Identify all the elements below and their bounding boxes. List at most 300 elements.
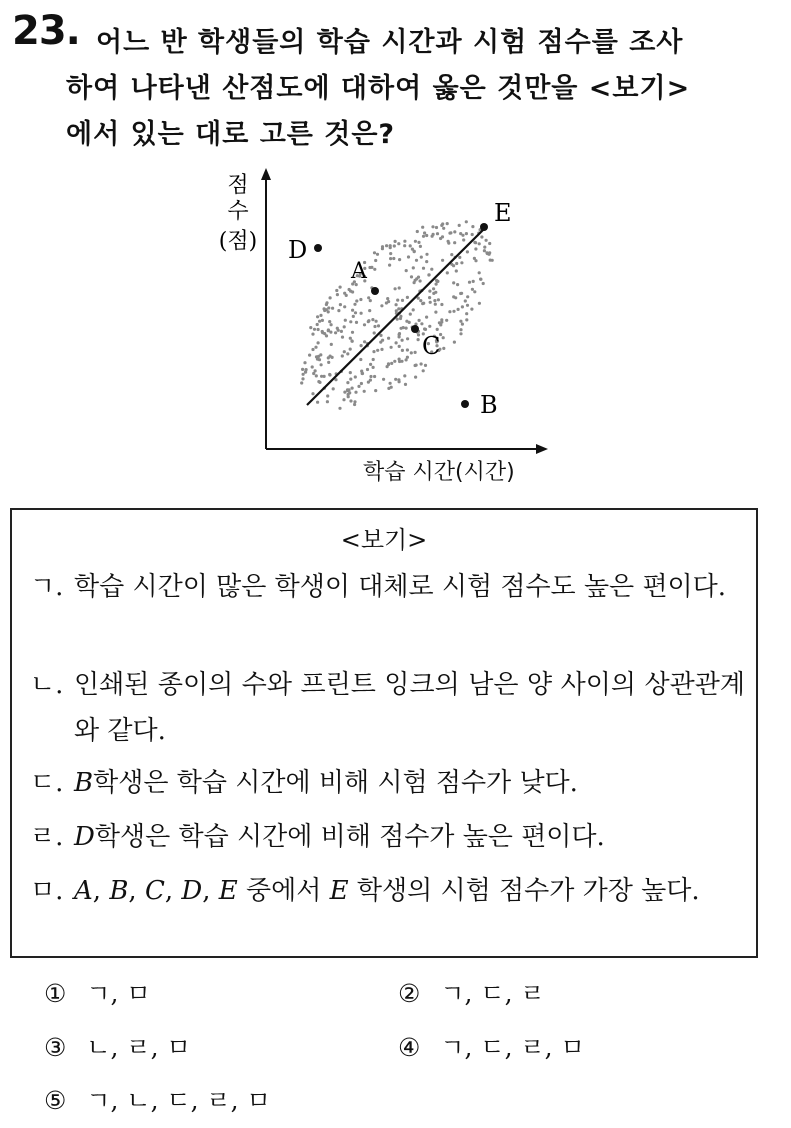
cloud-dot [373,268,376,271]
cloud-dot [409,313,412,316]
cloud-dot [435,283,438,286]
cloud-dot [482,282,485,285]
choice-1[interactable] [44,974,151,1010]
cloud-dot [428,296,431,299]
cloud-dot [386,297,389,300]
cloud-dot [367,296,370,299]
bogi-item-2 [30,662,745,754]
cloud-dot [480,235,483,238]
y-label-line-1: 점 [227,173,249,198]
cloud-dot [355,321,358,324]
cloud-dot [403,244,406,247]
cloud-dot [300,381,303,384]
cloud-dot [331,356,334,359]
bogi-item-var: E [329,876,349,906]
cloud-dot [406,296,409,299]
cloud-dot [381,247,384,250]
x-axis-arrow [536,444,548,454]
cloud-dot [401,339,404,342]
cloud-dot [432,287,435,290]
cloud-dot [374,389,377,392]
cloud-dot [313,328,316,331]
cloud-dot [489,259,492,262]
cloud-dot [359,358,362,361]
cloud-dot [341,354,344,357]
cloud-dot [335,289,338,292]
cloud-dot [389,252,392,255]
cloud-dot [319,314,322,317]
cloud-dot [422,235,425,238]
cloud-dot [360,382,363,385]
cloud-dot [424,364,427,367]
cloud-dot [458,224,461,227]
cloud-dot [459,328,462,331]
cloud-dot [445,319,448,322]
point-c [411,325,419,333]
cloud-dot [406,337,409,340]
cloud-dot [398,258,401,261]
cloud-dot [394,378,397,381]
point-c-label: C [422,332,441,360]
cloud-dot [479,278,482,281]
cloud-dot [431,235,434,238]
cloud-dot [417,241,420,244]
cloud-dot [398,380,401,383]
choice-number: ③ [44,1033,67,1062]
cloud-dot [434,303,437,306]
point-b [461,400,469,408]
cloud-dot [363,390,366,393]
cloud-dot [474,247,477,250]
bogi-item-mark: ㄷ. [30,768,64,798]
cloud-dot [329,296,332,299]
cloud-dot [465,232,468,235]
cloud-dot [419,245,422,248]
choice-5[interactable] [44,1081,271,1117]
cloud-dot [436,328,439,331]
cloud-dot [410,275,413,278]
cloud-dot [414,376,417,379]
cloud-dot [349,399,352,402]
cloud-dot [395,309,398,312]
cloud-dot [420,322,423,325]
bogi-item-var: B [74,768,94,798]
cloud-dot [348,288,351,291]
cloud-dot [395,303,398,306]
cloud-dot [459,320,462,323]
cloud-dot [485,239,488,242]
cloud-dot [349,337,352,340]
cloud-dot [341,336,344,339]
cloud-dot [346,352,349,355]
bogi-item-text: 학생은 학습 시간에 비해 점수가 높은 편이다. [94,822,605,852]
cloud-dot [327,361,330,364]
cloud-dot [352,315,355,318]
cloud-dot [446,222,449,225]
cloud-dot [457,308,460,311]
cloud-dot [315,374,318,377]
cloud-dot [367,319,370,322]
cloud-dot [412,266,415,269]
cloud-dot [423,327,426,330]
cloud-dot [478,242,481,245]
cloud-dot [399,315,402,318]
cloud-dot [439,237,442,240]
cloud-dot [412,308,415,311]
cloud-dot [321,319,324,322]
cloud-dot [414,351,417,354]
cloud-dot [452,310,455,313]
choice-number: ④ [398,1033,421,1062]
cloud-dot [347,388,350,391]
cloud-dot [447,242,450,245]
cloud-dot [405,327,408,330]
cloud-dot [425,316,428,319]
cloud-dot [311,348,314,351]
cloud-dot [468,281,471,284]
cloud-dot [471,225,474,228]
cloud-dot [430,268,433,271]
cloud-dot [376,349,379,352]
cloud-dot [394,240,397,243]
cloud-dot [363,340,366,343]
cloud-dot [405,358,408,361]
y-label-line-2: 수 [227,199,249,224]
cloud-dot [420,256,423,259]
cloud-dot [320,375,323,378]
cloud-dot [353,303,356,306]
cloud-dot [422,369,425,372]
cloud-dot [380,348,383,351]
point-e-label: E [494,199,512,227]
cloud-dot [346,381,349,384]
cloud-dot [382,378,385,381]
cloud-dot [316,401,319,404]
cloud-dot [450,253,453,256]
cloud-dot [336,293,339,296]
cloud-dot [448,310,451,313]
cloud-dot [411,248,414,251]
cloud-dot [316,315,319,318]
cloud-dot [315,355,318,358]
cloud-dot [345,294,348,297]
cloud-dot [459,332,462,335]
cloud-dot [460,261,463,264]
cloud-dot [332,387,335,390]
cloud-dot [464,299,467,302]
cloud-dot [404,383,407,386]
cloud-dot [453,230,456,233]
cloud-dot [461,323,464,326]
cloud-dot [380,304,383,307]
cloud-dot [330,323,333,326]
cloud-dot [308,354,311,357]
cloud-dot [395,341,398,344]
cloud-dot [470,308,473,311]
cloud-dot [339,286,342,289]
cloud-dot [422,267,425,270]
cloud-dot [414,240,417,243]
choice-text: ㄱ, ㄴ, ㄷ, ㄹ, ㅁ [86,1086,271,1115]
cloud-dot [339,303,342,306]
bogi-item-var: B [109,876,129,906]
cloud-dot [429,301,432,304]
cloud-dot [327,310,330,313]
choice-number: ① [44,979,67,1008]
bogi-item-1 [30,564,745,610]
cloud-dot [465,312,468,315]
cloud-dot [311,333,314,336]
cloud-dot [325,334,328,337]
cloud-dot [343,350,346,353]
cloud-dot [417,333,420,336]
cloud-dot [428,290,431,293]
cloud-dot [389,244,392,247]
cloud-dot [369,379,372,382]
cloud-dot [440,224,443,227]
cloud-dot [360,344,363,347]
cloud-dot [361,372,364,375]
choice-number: ⑤ [44,1086,67,1115]
cloud-dot [442,347,445,350]
cloud-dot [440,303,443,306]
bogi-item-var: E [218,876,238,906]
choice-2[interactable] [398,974,545,1010]
question-number: 23. [12,8,80,54]
cloud-dot [436,280,439,283]
cloud-dot [317,341,320,344]
cloud-dot [385,301,388,304]
cloud-dot [398,345,401,348]
cloud-dot [414,279,417,282]
bogi-title: <보기> [340,526,428,554]
choice-3[interactable] [44,1028,191,1064]
cloud-dot [415,364,418,367]
x-axis-label: 학습 시간(시간) [363,460,515,485]
cloud-dot [349,320,352,323]
cloud-dot [317,328,320,331]
cloud-dot [331,307,334,310]
cloud-dot [314,346,317,349]
cloud-dot [353,403,356,406]
cloud-dot [379,334,382,337]
cloud-dot [423,231,426,234]
cloud-dot [471,233,474,236]
cloud-dot [398,332,401,335]
cloud-dot [471,288,474,291]
cloud-dot [403,374,406,377]
point-a [371,287,379,295]
cloud-dot [368,309,371,312]
cloud-dot [448,232,451,235]
cloud-dot [349,348,352,351]
cloud-dot [340,330,343,333]
cloud-dot [392,257,395,260]
cloud-dot [351,387,354,390]
cloud-dot [320,363,323,366]
cloud-dot [326,400,329,403]
cloud-dot [325,301,328,304]
cloud-dot [386,365,389,368]
cloud-dot [409,244,412,247]
cloud-dot [329,331,332,334]
cloud-dot [393,360,396,363]
cloud-dot [354,311,357,314]
cloud-dot [337,329,340,332]
cloud-dot [309,326,312,329]
cloud-dot [348,391,351,394]
scatter-plot [200,162,600,502]
choice-text: ㄴ, ㄹ, ㅁ [86,1033,191,1062]
cloud-dot [311,365,314,368]
cloud-dot [351,309,354,312]
y-axis-arrow [261,168,271,180]
cloud-dot [442,336,445,339]
cloud-dot [390,362,393,365]
bogi-item-mark: ㄹ. [30,822,64,852]
point-a-label: A [351,259,367,284]
cloud-dot [317,380,320,383]
cloud-dot [458,256,461,259]
cloud-dot [301,377,304,380]
cloud-dot [473,241,476,244]
cloud-dot [372,366,375,369]
cloud-dot [434,311,437,314]
cloud-dot [318,320,321,323]
cloud-dot [433,299,436,302]
cloud-dot [385,244,388,247]
cloud-dot [357,385,360,388]
cloud-dot [419,299,422,302]
cloud-dot [465,318,468,321]
cloud-dot [425,253,428,256]
cloud-dot [302,373,305,376]
cloud-dot [488,242,491,245]
cloud-dot [455,269,458,272]
cloud-dot [376,253,379,256]
bogi-item-var: D [181,876,203,906]
cloud-dot [314,369,317,372]
cloud-dot [398,286,401,289]
choice-text: ㄱ, ㄷ, ㄹ, ㅁ [440,1033,585,1062]
cloud-dot [372,358,375,361]
cloud-dot [453,341,456,344]
cloud-dot [387,362,390,365]
cloud-dot [368,266,371,269]
cloud-dot [353,400,356,403]
cloud-dot [400,327,403,330]
cloud-dot [419,279,422,282]
cloud-dot [311,392,314,395]
cloud-dot [398,358,401,361]
cloud-dot [417,276,420,279]
cloud-dot [377,324,380,327]
question-line-3: 에서 있는 대로 고른 것은? [66,119,396,150]
cloud-dot [437,298,440,301]
cloud-dot [401,299,404,302]
cloud-dot [400,360,403,363]
bogi-item-var: C [144,876,165,906]
cloud-dot [420,362,423,365]
cloud-dot [328,320,331,323]
cloud-dot [473,257,476,260]
cloud-dot [373,331,376,334]
cloud-dot [466,250,469,253]
cloud-dot [461,305,464,308]
cloud-dot [369,363,372,366]
bogi-item-mid: 중에서 [246,876,322,906]
cloud-dot [461,234,464,237]
choice-text: ㄱ, ㄷ, ㄹ [440,979,545,1008]
cloud-dot [330,343,333,346]
cloud-dot [425,260,428,263]
cloud-dot [442,227,445,230]
cloud-dot [388,264,391,267]
cloud-dot [394,287,397,290]
bogi-item-3 [30,760,745,806]
cloud-dot [422,302,425,305]
bogi-item-var: D [74,822,95,852]
choice-4[interactable] [398,1028,585,1064]
cloud-dot [379,341,382,344]
bogi-item-4 [30,814,745,860]
cloud-dot [417,338,420,341]
bogi-item-text: 인쇄된 종이의 수와 프린트 잉크의 남은 양 사이의 상관관계와 같다. [74,670,745,746]
cloud-dot [316,323,319,326]
cloud-dot [328,373,331,376]
cloud-dot [397,242,400,245]
cloud-dot [446,271,449,274]
cloud-dot [344,319,347,322]
choice-text: ㄱ, ㅁ [86,979,151,1008]
cloud-dot [366,368,369,371]
cloud-dot [396,299,399,302]
cloud-dot [455,262,458,265]
point-b-label: B [480,391,498,419]
cloud-dot [425,234,428,237]
cloud-dot [354,391,357,394]
cloud-dot [375,320,378,323]
cloud-dot [434,291,437,294]
cloud-dot [473,290,476,293]
cloud-dot [363,323,366,326]
cloud-dot [351,331,354,334]
cloud-dot [466,304,469,307]
cloud-dot [334,331,337,334]
cloud-dot [373,375,376,378]
cloud-dot [343,391,346,394]
cloud-dot [466,295,469,298]
cloud-dot [405,320,408,323]
cloud-dot [459,292,462,295]
cloud-dot [387,337,390,340]
cloud-dot [483,246,486,249]
bogi-item-text: 학생의 시험 점수가 가장 높다. [356,876,700,906]
cloud-dot [462,238,465,241]
cloud-dot [326,394,329,397]
cloud-dot [393,244,396,247]
point-d [314,244,322,252]
cloud-dot [421,226,424,229]
choice-number: ② [398,979,421,1008]
cloud-dot [372,350,375,353]
cloud-dot [369,299,372,302]
cloud-dot [407,255,410,258]
cloud-dot [453,241,456,244]
cloud-dot [441,259,444,262]
bogi-item-text: 학생은 학습 시간에 비해 시험 점수가 낮다. [93,768,578,798]
cloud-dot [436,232,439,235]
